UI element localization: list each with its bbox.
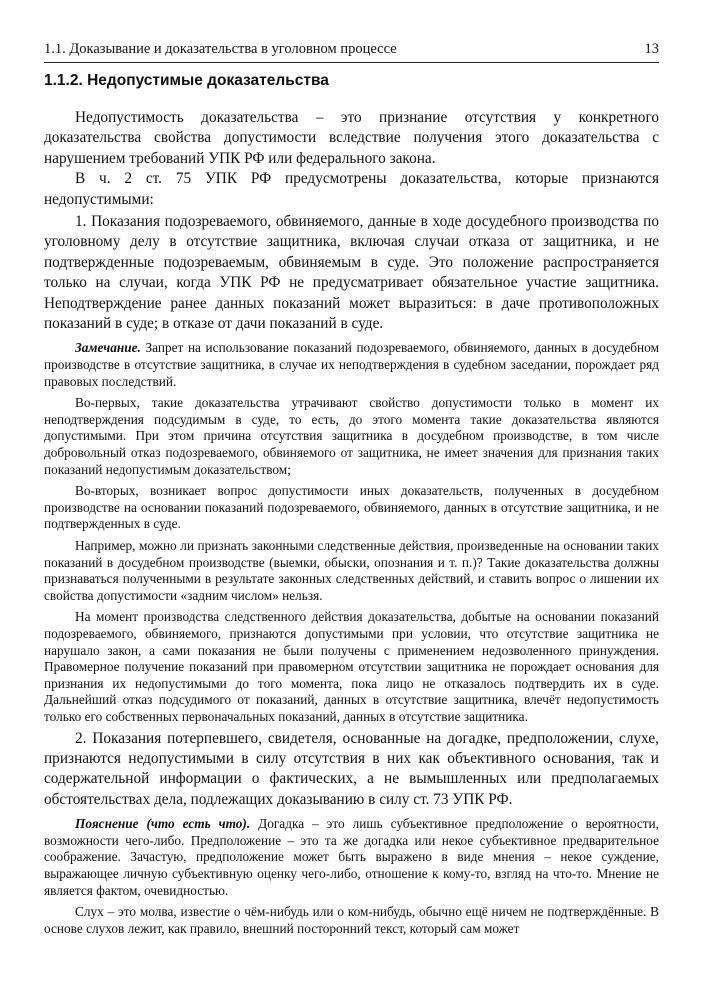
note-text: Запрет на использование показаний подозреваемого, обвиняемого, данных в досудебном производстве в отсутствие защитника, в случае их неподтверждения в судебном заседании, порождает ряд правовых последствий.	[44, 340, 659, 389]
running-header-title: 1.1. Доказывание и доказательства в уголовном процессе	[44, 41, 397, 57]
note-paragraph: Во-вторых, возникает вопрос допустимости иных доказательств, полученных в досудебном производстве на основании показаний подозреваемого, обвиняемого, данных в отсутствие защитника, и не подтвержденных в суде.	[44, 483, 659, 532]
body-block-2	[44, 729, 659, 811]
body-block-1	[44, 108, 659, 334]
note-paragraph: Во-первых, такие доказательства утрачивают свойство допустимости только в момент их неподтверждения подсудимым в суде, то есть, до этого момента такие доказательства являются допустимыми. При этом причина отсутствия защитника в досудебном производстве, в том числе добровольный отказ подозреваемого, обвиняемого от защитника, не имеет значения для признания таких показаний недопустимым доказательством;	[44, 395, 659, 477]
note-block-2	[44, 816, 659, 937]
note-block-1	[44, 340, 659, 725]
note-text: Догадка – это лишь субъективное предположение о вероятности, возможности чего-либо. Предположение – это та же догадка или некое субъективное предварительное соображение. Зачастую, предположение может быть выражено в виде мнения – некое суждение, выражающее личную субъективную оценку чего-либо, отношение к кому-то, взгляд на что-то. Мнение не является фактом, очевидностью.	[44, 816, 659, 898]
note-lead: Замечание.	[75, 340, 141, 356]
paragraph: 1. Показания подозреваемого, обвиняемого, данные в ходе досудебного производства по уголовному делу в отсутствие защитника, включая случаи отказа от защитника, и не подтвержденные подозреваемым, обвиняемым в суде. Это положение распространяется только на случаи, когда УПК РФ не предусматривает обязательное участие защитника. Неподтверждение ранее данных показаний может выразиться: в даче противоположных показаний в суде; в отказе от дачи показаний в суде.	[44, 213, 659, 333]
page-number: 13	[644, 41, 659, 57]
note-paragraph: На момент производства следственного действия доказательства, добытые на основании показаний подозреваемого, обвиняемого, признаются допустимыми при условии, что отсутствие защитника не нарушало закон, а сами показания не были получены с применением недозволенного принуждения. Правомерное получение показаний при правомерном отсутствии защитника не порождает основания для признания их недопустимыми до того момента, пока лицо не отказалось подтвердить их в суде. Дальнейший отказ подсудимого от показаний, данных в отсутствие защитника, влечёт недопустимость только его собственных первоначальных показаний, данных в отсутствие защитника.	[44, 609, 659, 724]
paragraph: В ч. 2 ст. 75 УПК РФ предусмотрены доказательства, которые признаются недопустимыми:	[44, 170, 659, 208]
note-paragraph: Например, можно ли признать законными следственные действия, произведенные на основании таких показаний в досудебном производстве (выемки, обыски, опознания и т. п.)? Такие доказательства должны признаваться полученными в результате законных следственных действий, и ставить вопрос о лишении их свойства допустимости «задним числом» нельзя.	[44, 538, 659, 603]
running-header	[44, 0, 659, 63]
note-paragraph	[44, 340, 659, 390]
note-paragraph: Слух – это молва, известие о чём-нибудь или о ком-нибудь, обычно ещё ничем не подтверждённые. В основе слухов лежит, как правило, внешний посторонний текст, который сам может	[44, 904, 659, 936]
paragraph: Недопустимость доказательства – это признание отсутствия у конкретного доказательства свойства допустимости вследствие получения этого доказательства с нарушением требований УПК РФ или федерального закона.	[44, 109, 659, 167]
paragraph: 2. Показания потерпевшего, свидетеля, основанные на догадке, предположении, слухе, признаются недопустимыми в силу отсутствия в них как объективного основания, так и содержательной информации о фактических, а не вымышленных или предполагаемых обстоятельствах дела, подлежащих доказыванию в силу ст. 73 УПК РФ.	[44, 729, 659, 808]
note-paragraph	[44, 816, 659, 899]
note-lead: Пояснение (что есть что).	[75, 816, 251, 832]
section-heading: 1.1.2. Недопустимые доказательства	[44, 72, 329, 89]
